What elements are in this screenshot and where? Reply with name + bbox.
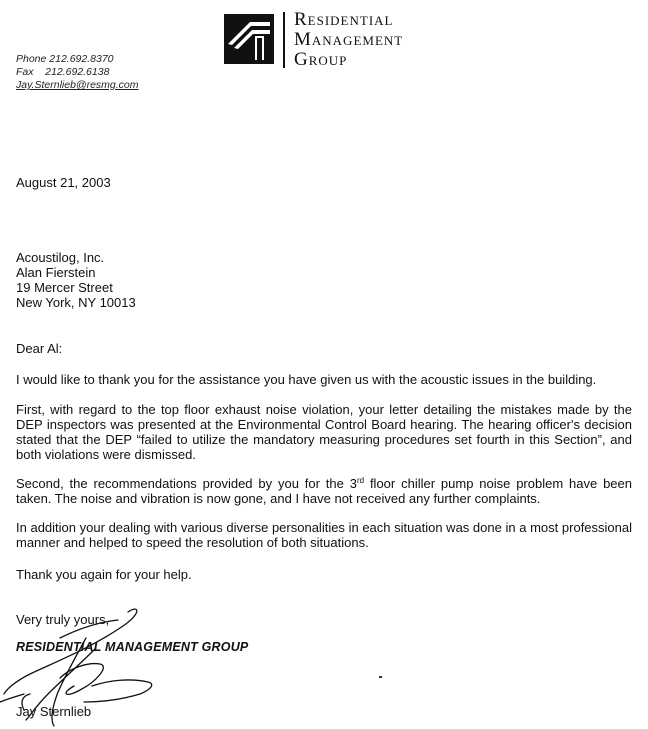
recipient-name: Alan Fierstein [16,265,96,280]
recipient-company: Acoustilog, Inc. [16,250,105,265]
body-paragraph-1: I would like to thank you for the assistance you have given us with the acoustic issues in the building. [16,372,597,387]
phone-number: Phone 212.692.8370 [16,53,114,65]
recipient-street: 19 Mercer Street [16,280,113,295]
body-paragraph-3-end: floor chiller pump noise problem have been taken. The noise and vibration is now gone, and I have not received any further complaints. [16,476,632,506]
logo-divider [283,12,285,68]
stray-mark [379,676,382,678]
company-name-line-3: Group [294,49,348,70]
body-paragraph-5: Thank you again for your help. [16,567,192,582]
company-name-line-2: Management [294,29,404,50]
email-link[interactable]: Jay.Sternlieb@resmg.com [16,79,139,91]
company-name [294,10,403,70]
ordinal-suffix: rd [356,476,365,485]
body-paragraph-4: In addition your dealing with various diverse personalities in each situation was done in a most professional manner and helped to speed the resolution of both situations. [16,520,632,550]
letter-date: August 21, 2003 [16,175,111,190]
body-paragraph-2: First, with regard to the top floor exhaust noise violation, your letter detailing the mistakes made by the DEP inspectors was presented at the Environmental Control Board hearing. The hearing officer's decision stated that the DEP “failed to utilize the mandatory measuring procedures set fourth in this Section”, and both violations were dismissed. [16,402,632,462]
contact-block [16,53,139,92]
recipient-address [16,250,136,310]
fax-number: Fax 212.692.6138 [16,66,110,78]
closing: Very truly yours, [16,612,110,627]
body-paragraph-3-start: Second, the recommendations provided by you for the 3 [16,476,357,491]
company-name-line-1: Residential [294,9,394,30]
signature-company: RESIDENTIAL MANAGEMENT GROUP [16,640,249,654]
recipient-city: New York, NY 10013 [16,295,136,310]
salutation: Dear Al: [16,341,63,356]
company-logo [224,14,274,64]
body-paragraph-3 [16,476,632,506]
house-roof-logo-icon [224,14,274,64]
signer-name: Jay Sternlieb [16,704,92,719]
